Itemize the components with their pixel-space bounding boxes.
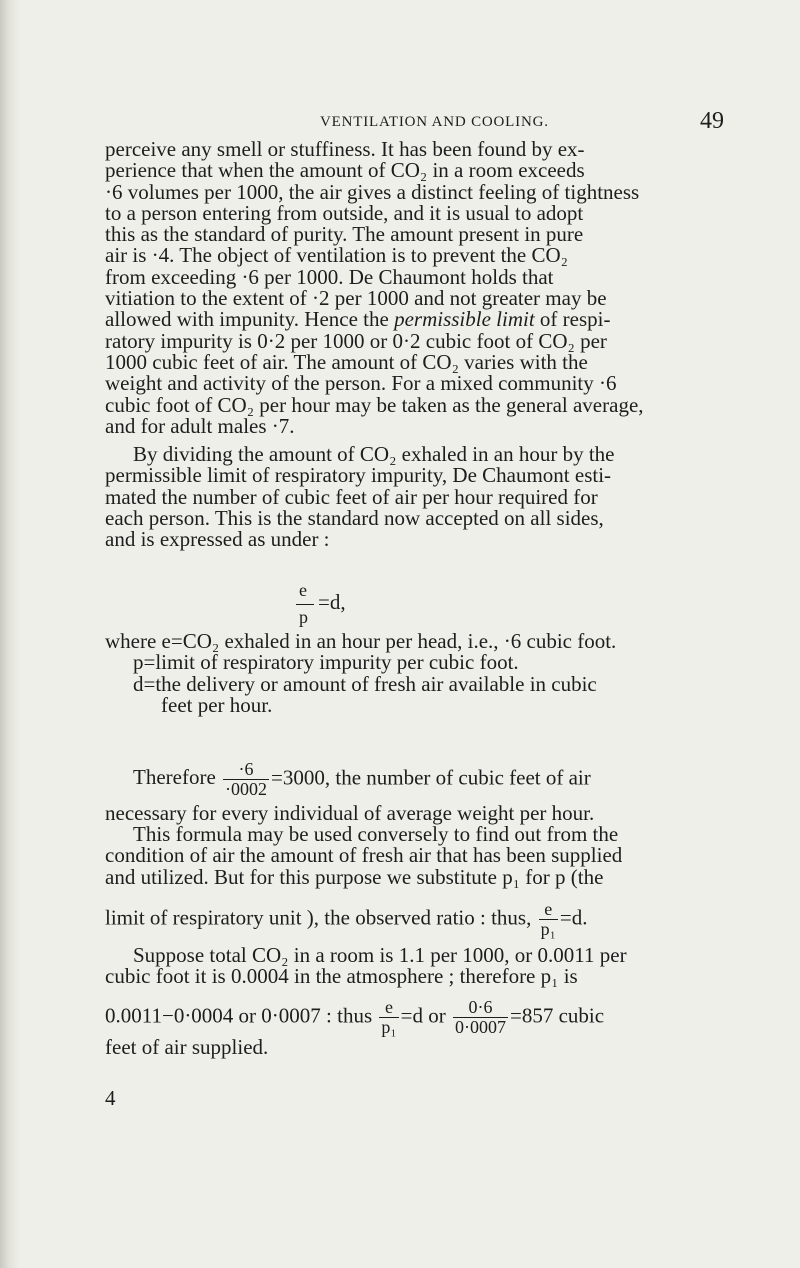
text-line: each person. This is the standard now accepted on all sides, bbox=[105, 505, 604, 530]
text-line: 1000 cubic feet of air. The amount of CO₂ varies with the bbox=[105, 349, 588, 374]
page-number: 49 bbox=[700, 108, 724, 134]
fraction-numerator: e bbox=[539, 900, 558, 920]
therefore-equation bbox=[105, 760, 725, 799]
text-line: mated the number of cubic feet of air per hour required for bbox=[105, 484, 598, 509]
text-line: perience that when the amount of CO₂ in a room exceeds bbox=[105, 158, 585, 183]
ratio-fraction bbox=[539, 900, 558, 939]
therefore-rest: =3000, the number of cubic feet of air bbox=[271, 765, 591, 790]
text-line: feet of air supplied. bbox=[105, 1034, 269, 1059]
definition-d-continued: feet per hour. bbox=[161, 692, 273, 717]
text-line: condition of air the amount of fresh air that has been supplied bbox=[105, 843, 623, 868]
text-line: to a person entering from outside, and it is usual to adopt bbox=[105, 200, 584, 225]
fraction-numerator: e bbox=[379, 998, 398, 1018]
definition-e: where e=CO₂ exhaled in an hour per head, i.e., ·6 cubic foot. bbox=[105, 629, 617, 653]
definition-d: d=the delivery or amount of fresh air available in cubic bbox=[133, 671, 597, 696]
text-fragment: allowed with impunity. Hence the bbox=[105, 307, 395, 332]
text-line: and for adult males ·7. bbox=[105, 413, 295, 438]
emphasis-permissible-limit: permissible limit bbox=[394, 307, 535, 332]
formula-denominator: p bbox=[299, 607, 308, 627]
text-fragment: =d. bbox=[559, 905, 588, 930]
paragraph-co2-standard bbox=[105, 139, 725, 437]
therefore-lead: Therefore bbox=[133, 765, 216, 790]
text-line: from exceeding ·6 per 1000. De Chaumont holds that bbox=[105, 264, 554, 289]
text-line: permissible limit of respiratory impurity, De Chaumont esti- bbox=[105, 463, 612, 488]
text-line: ·6 volumes per 1000, the air gives a distinct feeling of tightness bbox=[105, 179, 640, 204]
fraction-numerator: 0·6 bbox=[453, 998, 508, 1018]
formula-rhs: =d, bbox=[318, 590, 346, 614]
text-line: Suppose total CO₂ in a room is 1.1 per 1000, or 0.0011 per bbox=[133, 943, 627, 967]
definition-p: p=limit of respiratory impurity per cubic foot. bbox=[133, 650, 519, 675]
calc-fraction-e-p1 bbox=[379, 998, 398, 1037]
text-line: air is ·4. The object of ventilation is to prevent the CO₂ bbox=[105, 243, 568, 268]
text-line: This formula may be used conversely to find out from the bbox=[133, 822, 619, 846]
paragraph-observed-ratio bbox=[105, 900, 725, 1058]
text-line bbox=[105, 998, 725, 1037]
formula-numerator: e bbox=[299, 580, 307, 600]
text-line bbox=[105, 900, 725, 939]
paragraph-de-chaumont bbox=[105, 444, 725, 550]
formula-definitions bbox=[105, 631, 725, 716]
calc-fraction-value bbox=[453, 998, 508, 1037]
text-fragment: 0.0011−0·0004 or 0·0007 : thus bbox=[105, 1002, 373, 1027]
text-line: and utilized. But for this purpose we substitute p₁ for p (the bbox=[105, 864, 604, 889]
text-line: necessary for every individual of average weight per hour. bbox=[105, 801, 595, 825]
text-line bbox=[105, 309, 725, 330]
text-line: this as the standard of purity. The amount present in pure bbox=[105, 222, 584, 247]
therefore-fraction bbox=[223, 760, 269, 799]
text-fragment: of respi- bbox=[534, 307, 611, 332]
signature-mark: 4 bbox=[105, 1086, 116, 1110]
text-fragment: limit of respiratory unit ), the observed ratio : thus, bbox=[105, 905, 532, 930]
fraction-denominator: p₁ bbox=[381, 1016, 397, 1037]
fraction-denominator: ·0002 bbox=[225, 779, 268, 799]
text-line: By dividing the amount of CO₂ exhaled in an hour by the bbox=[133, 442, 615, 466]
formula-fraction-bar bbox=[296, 604, 314, 605]
text-line: weight and activity of the person. For a mixed community ·6 bbox=[105, 371, 617, 396]
text-line: vitiation to the extent of ·2 per 1000 and not greater may be bbox=[105, 286, 607, 311]
text-line: cubic foot it is 0.0004 in the atmosphere ; therefore p₁ is bbox=[105, 964, 578, 989]
text-line: cubic foot of CO₂ per hour may be taken as the general average, bbox=[105, 392, 644, 417]
text-line: ratory impurity is 0·2 per 1000 or 0·2 cubic foot of CO₂ per bbox=[105, 328, 607, 353]
text-fragment: =d or bbox=[400, 1002, 446, 1027]
fraction-numerator: ·6 bbox=[223, 760, 269, 780]
text-line: perceive any smell or stuffiness. It has been found by ex- bbox=[105, 137, 585, 161]
text-fragment: =857 cubic bbox=[510, 1002, 605, 1027]
paragraph-converse bbox=[105, 824, 725, 888]
fraction-denominator: 0·0007 bbox=[455, 1016, 507, 1037]
text-line: and is expressed as under : bbox=[105, 527, 330, 552]
running-title: VENTILATION AND COOLING. bbox=[320, 114, 549, 130]
fraction-denominator: p₁ bbox=[540, 919, 556, 939]
